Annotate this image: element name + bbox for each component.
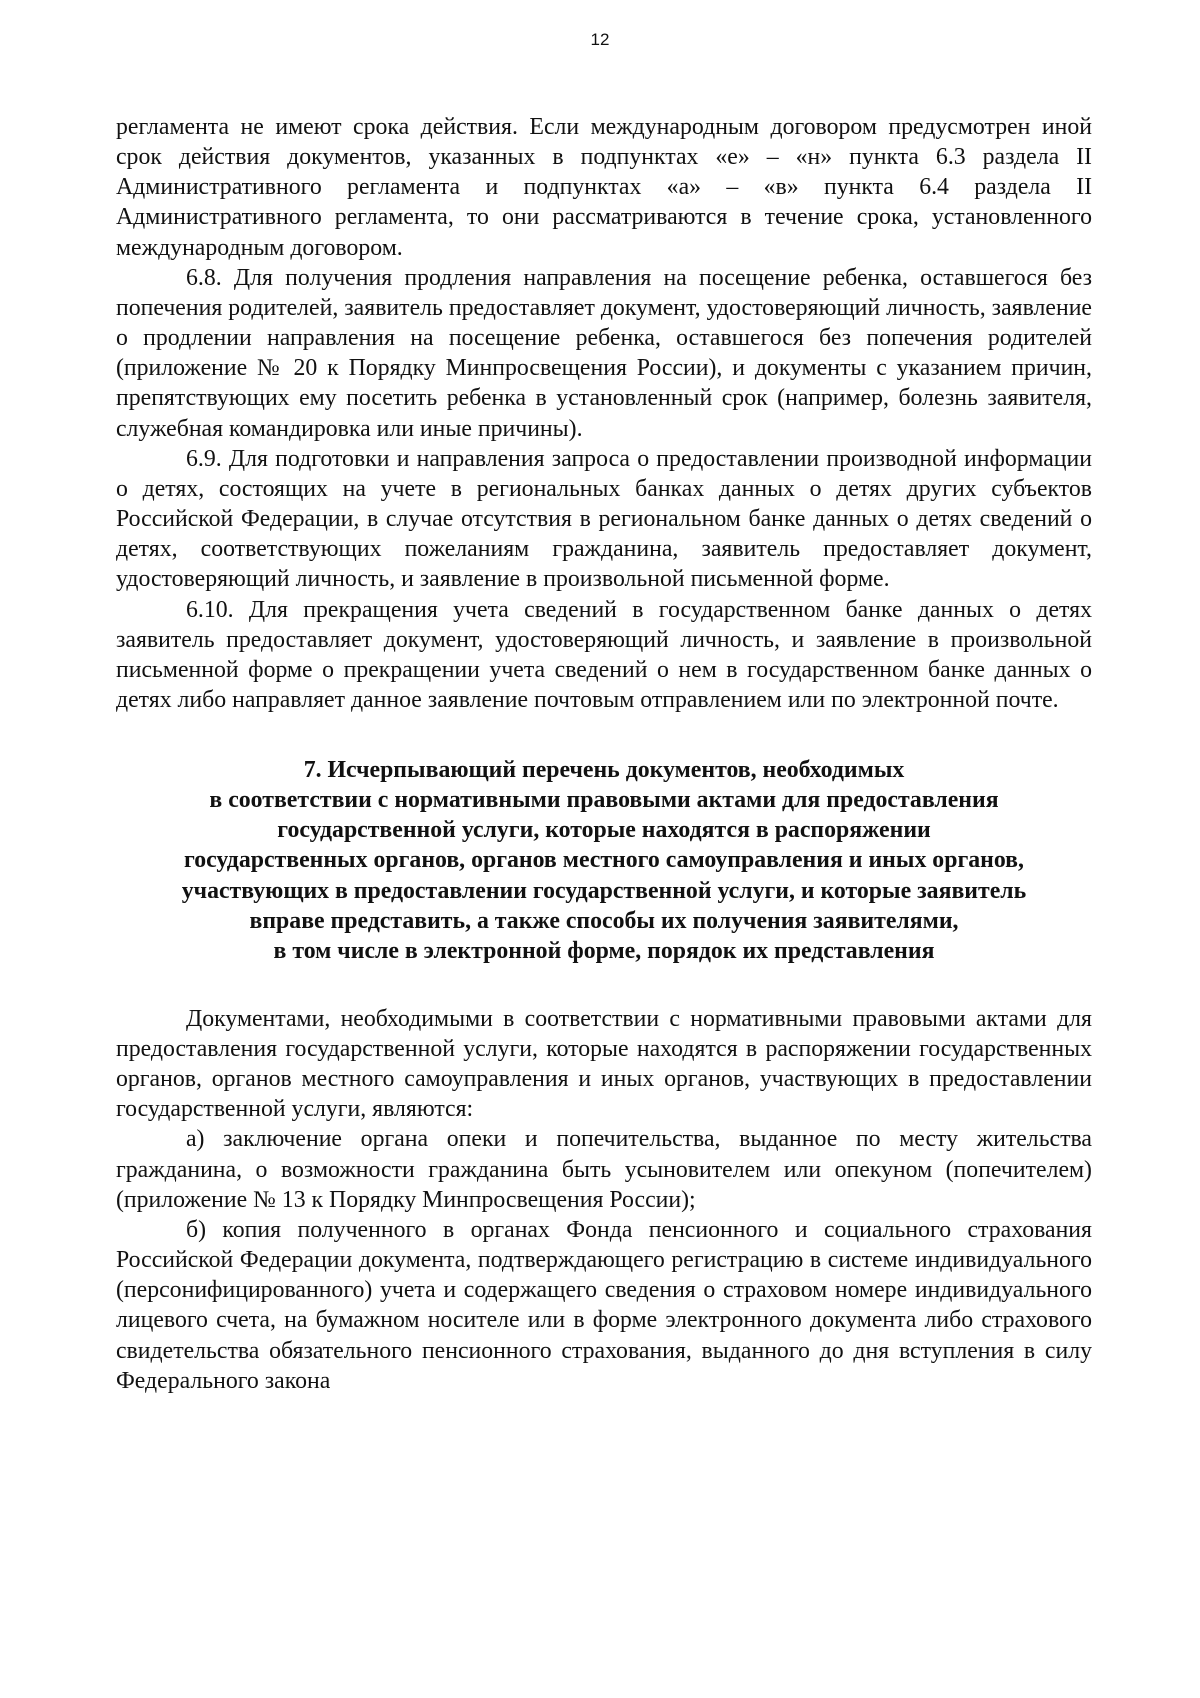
page-number: 12: [590, 30, 610, 49]
heading-line: в соответствии с нормативными правовыми актами для предоставления: [209, 787, 999, 814]
document-body: [116, 112, 1092, 1396]
heading-line: участвующих в предоставлении государственной услуги, и которые заявитель: [181, 877, 1027, 904]
paragraph-6-9: 6.9. Для подготовки и направления запроса о предоставлении производной информации о детях, состоящих на учете в региональных банках данных о детях других субъектов Российской Федерации, в случае отсутствия в региональном банке данных о детях сведений о детях, соответствующих пожеланиям гражданина, заявитель предоставляет документ, удостоверяющий личность, и заявление в произвольной письменной форме.: [116, 445, 1092, 593]
paragraph-6-8: 6.8. Для получения продления направления на посещение ребенка, оставшегося без попечения родителей, заявитель предоставляет документ, удостоверяющий личность, заявление о продлении направления на посещение ребенка, оставшегося без попечения родителей (приложение № 20 к Порядку Минпросвещения России), и документы с указанием причин, препятствующих ему посетить ребенка в установленный срок (например, болезнь заявителя, служебная командировка или иные причины).: [116, 264, 1092, 442]
heading-line: 7. Исчерпывающий перечень документов, необходимых: [303, 757, 905, 784]
heading-line: государственных органов, органов местного самоуправления и иных органов,: [184, 847, 1024, 874]
section-7-heading: [116, 755, 1092, 966]
heading-line: государственной услуги, которые находятся в распоряжении: [277, 817, 931, 844]
paragraph-documents-intro: Документами, необходимыми в соответствии с нормативными правовыми актами для предоставления государственной услуги, которые находятся в распоряжении государственных органов, органов местного самоуправления и иных органов, участвующих в предоставлении государственной услуги, являются:: [116, 1005, 1092, 1123]
list-item-a: а) заключение органа опеки и попечительства, выданное по месту жительства гражданина, о возможности гражданина быть усыновителем или опекуном (попечителем) (приложение № 13 к Порядку Минпросвещения России);: [116, 1126, 1092, 1213]
paragraph-6-10: 6.10. Для прекращения учета сведений в государственном банке данных о детях заявитель предоставляет документ, удостоверяющий личность, и заявление в произвольной письменной форме о прекращении учета сведений о нем в государственном банке данных о детях либо направляет данное заявление почтовым отправлением или по электронной почте.: [116, 596, 1092, 713]
list-item-b: б) копия полученного в органах Фонда пенсионного и социального страхования Российской Федерации документа, подтверждающего регистрацию в системе индивидуального (персонифицированного) учета и содержащего сведения о страховом номере индивидуального лицевого счета, на бумажном носителе или в форме электронного документа либо страхового свидетельства обязательного пенсионного страхования, выданного до дня вступления в силу Федерального закона: [116, 1216, 1092, 1394]
paragraph-continuation: регламента не имеют срока действия. Если международным договором предусмотрен иной срок действия документов, указанных в подпунктах «е» – «н» пункта 6.3 раздела II Административного регламента и подпунктах «а» – «в» пункта 6.4 раздела II Административного регламента, то они рассматриваются в течение срока, установленного международным договором.: [116, 114, 1092, 261]
heading-line: вправе представить, а также способы их получения заявителями,: [249, 907, 959, 934]
heading-line: в том числе в электронной форме, порядок их представления: [273, 937, 935, 964]
